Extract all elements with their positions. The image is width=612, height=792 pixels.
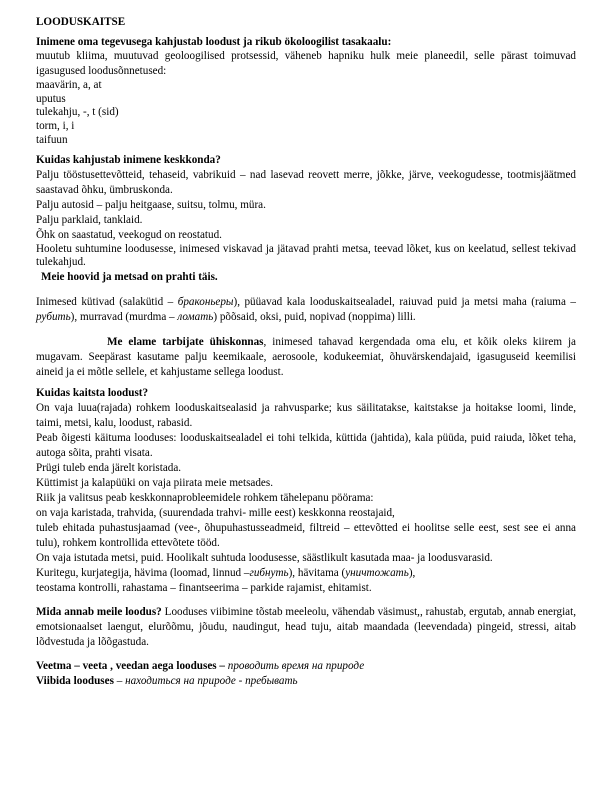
line-plant-forests: On vaja istutada metsi, puid. Hoolikalt suhtuda loodusesse, säästlikult kasutada maa- ja loodusvarasid. — [36, 551, 493, 564]
stay-in-nature-bold: Viibida looduses — [36, 674, 114, 687]
hunting-text-b: ), püüavad kala looduskaitsealadel, raiuvad puid ja metsi maha (raiuma – — [233, 295, 576, 308]
nature-gives-text: Looduses viibimine tõstab meeleolu, vähendab väsimust,, rahustab, ergutab, annab energiat, emotsionaalset laengut, elurõõmu, jõudu, naudingut, head tuju, aitab maandada (leevendada) pingeid, stressi, aitab lõdvestuda ja lõõgastuda. — [36, 605, 576, 648]
crime-text-a: Kuritegu, kurjategija, hävima (loomad, linnud – — [36, 566, 250, 579]
line-spend-time — [36, 659, 576, 674]
line-control-parks: teostama kontrolli, rahastama – finantseerima – parkide rajamist, ehitamist. — [36, 581, 372, 594]
line-litter: Prügi tuleb enda järelt koristada. — [36, 461, 182, 474]
spend-time-russian: проводить время на природе — [224, 659, 365, 672]
line-cars: Palju autosid – palju heitgaase, suitsu, tolmu, müra. — [36, 198, 266, 211]
word-flood: uputus — [36, 92, 66, 105]
hunting-russian-poachers: браконьеры — [177, 295, 234, 308]
section-heading-impact: Inimene oma tegevusega kahjustab loodust ja rikub ökoloogilist tasakaalu: — [36, 35, 392, 48]
word-fire: tulekahju, -, t (sid) — [36, 106, 119, 119]
hunting-russian-chop: рубить — [36, 310, 71, 323]
line-crime-vocabulary — [36, 566, 576, 581]
line-behaviour: Peab õigesti käituma looduses: looduskaitsealadel ei tohi telkida, küttida (jahtida), kala püüda, puid raiuda, lõket teha, autoga sõita, prahti visata. — [36, 431, 576, 459]
word-typhoon: taifuun — [36, 133, 68, 146]
paragraph-consumer-society — [36, 335, 576, 380]
paragraph-hunting — [36, 295, 576, 325]
consumer-society-bold: Me elame tarbijate ühiskonnas — [107, 335, 264, 348]
line-state-attention: Riik ja valitsus peab keskkonnaprobleemidele rohkem tähelepanu pöörama: — [36, 491, 374, 504]
line-factories: Palju tööstusettevõtteid, tehaseid, vabrikuid – nad lasevad reovett merre, jõkke, järve, veekogudesse, tootmisjäätmed saastavad õhku, ümbruskonda. — [36, 168, 576, 196]
consumer-society-text: , inimesed tahavad kergendada oma elu, et kõik oleks kiirem ja mugavam. Seepärast kasutame palju keemikaale, aerosoole, kodukeemiat, õhuvärskendajaid, igasuguseid keemilisi aineid ja ei mõtle sellele, et kahjustame sellega loodust. — [36, 335, 576, 378]
line-reserves: On vaja luua(rajada) rohkem looduskaitsealasid ja rahvusparke; kus säilitatakse, kaitstakse ja hoitakse loomi, linde, taimi, metsi, kalu, loodust, rabasid. — [36, 401, 576, 429]
nature-gives-bold: Mida annab meile loodus? — [36, 605, 162, 618]
hunting-text-d: ) põõsaid, oksi, puid, nopivad (noppima) lilli. — [213, 310, 416, 323]
hunting-russian-break: ломать — [177, 310, 214, 323]
line-careless-attitude: Hooletu suhtumine loodusesse, inimesed viskavad ja jätavad prahti metsa, teevad lõket, kus on keelatud, sellest tekivad tulekahjud. — [36, 242, 576, 269]
paragraph-disasters-intro: muutub kliima, muutuvad geoloogilised protsessid, väheneb hapniku hulk meie planeedil, selle pärast toimuvad igasugused loodusõnnetused: — [36, 50, 576, 78]
document-page — [36, 16, 576, 689]
crime-russian-destroy: уничтожать — [345, 566, 409, 579]
line-yards-forests: Meie hoovid ja metsad on prahti täis. — [41, 270, 218, 283]
crime-text-c: ), — [408, 566, 416, 579]
hunting-text-c: ), murravad (murdma – — [70, 310, 178, 323]
stay-in-nature-russian: – находиться на природе - пребывать — [113, 674, 298, 687]
word-earthquake: maavärin, a, at — [36, 79, 102, 92]
crime-text-b: ), hävitama ( — [288, 566, 346, 579]
line-treatment-plants: tuleb ehitada puhastusjaamad (vee-, õhupuhastusseadmeid, filtreid – ettevõtted ei hoolitse selle eest, sest see ei anna tulu), rohkem kontrollida ettevõtete tööd. — [36, 521, 576, 549]
paragraph-nature-gives — [36, 605, 576, 650]
line-punish: on vaja karistada, trahvida, (suurendada trahvi- mille eest) keskkonna reostajaid, — [36, 506, 395, 519]
line-air-polluted: Õhk on saastatud, veekogud on reostatud. — [36, 228, 222, 241]
line-parking: Palju parklaid, tanklaid. — [36, 213, 143, 226]
document-title: LOODUSKAITSE — [36, 16, 126, 28]
line-stay-in-nature — [36, 674, 576, 689]
spend-time-bold: Veetma – veeta , veedan aega looduses – — [36, 659, 225, 672]
section-heading-damage: Kuidas kahjustab inimene keskkonda? — [36, 154, 221, 167]
word-storm: torm, i, i — [36, 119, 75, 132]
hunting-text-a: Inimesed kütivad (salakütid – — [36, 295, 178, 308]
crime-russian-perish: гибнуть — [249, 566, 289, 579]
section-heading-protection: Kuidas kaitsta loodust? — [36, 386, 149, 399]
line-limit-hunting: Küttimist ja kalapüüki on vaja piirata meie metsades. — [36, 476, 273, 489]
